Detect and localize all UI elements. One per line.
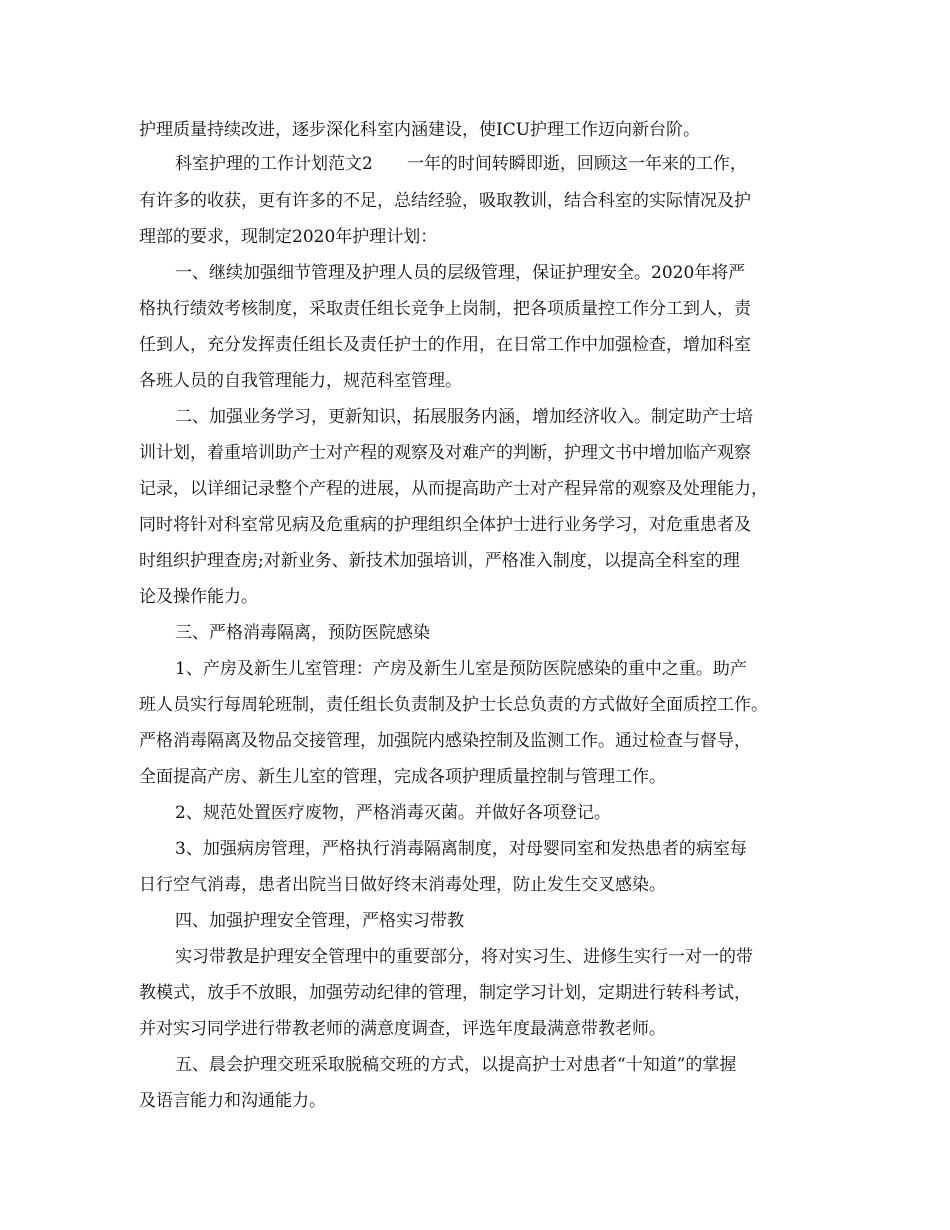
text-line: 并对实习同学进行带教老师的满意度调查，评选年度最满意带教老师。	[139, 1019, 666, 1039]
text-line: 1、产房及新生儿室管理：产房及新生儿室是预防医院感染的重中之重。助产	[175, 659, 747, 679]
text-line: 各班人员的自我管理能力，规范科室管理。	[139, 371, 462, 391]
text-line: 论及操作能力。	[139, 587, 258, 607]
text-line: 格执行绩效考核制度，采取责任组长竞争上岗制，把各项质量控工作分工到人，责	[139, 299, 751, 319]
text-line: 班人员实行每周轮班制，责任组长负责制及护士长总负责的方式做好全面质控工作。	[139, 695, 768, 715]
text-line: 二、加强业务学习，更新知识，拓展服务内涵，增加经济收入。制定助产士培	[175, 407, 753, 427]
text-line: 严格消毒隔离及物品交接管理，加强院内感染控制及监测工作。通过检查与督导，	[139, 731, 751, 751]
text-line: 训计划，着重培训助产士对产程的观察及对难产的判断，护理文书中增加临产观察	[139, 443, 751, 463]
text-line: 护理质量持续改进，逐步深化科室内涵建设，使ICU护理工作迈向新台阶。	[139, 120, 701, 140]
text-line: 科室护理的工作计划范文2 一年的时间转瞬即逝，回顾这一年来的工作，	[175, 154, 747, 174]
text-line: 2、规范处置医疗废物，严格消毒灭菌。并做好各项登记。	[175, 803, 611, 823]
text-line: 同时将针对科室常见病及危重病的护理组织全体护士进行业务学习，对危重患者及	[139, 515, 751, 535]
text-line: 记录，以详细记录整个产程的进展，从而提高助产士对产程异常的观察及处理能力，	[139, 479, 768, 499]
text-line: 时组织护理查房;对新业务、新技术加强培训，严格准入制度，以提高全科室的理	[139, 551, 740, 571]
text-line: 四、加强护理安全管理，严格实习带教	[175, 911, 464, 931]
text-line: 任到人，充分发挥责任组长及责任护士的作用，在日常工作中加强检查，增加科室	[139, 335, 751, 355]
text-line: 日行空气消毒，患者出院当日做好终末消毒处理，防止发生交叉感染。	[139, 875, 666, 895]
text-line: 三、严格消毒隔离，预防医院感染	[175, 623, 430, 643]
text-line: 理部的要求，现制定2020年护理计划：	[139, 227, 438, 247]
text-line: 一、继续加强细节管理及护理人员的层级管理，保证护理安全。2020年将严	[175, 263, 746, 283]
text-line: 五、晨会护理交班采取脱稿交班的方式，以提高护士对患者“十知道”的掌握	[175, 1055, 737, 1075]
text-line: 有许多的收获，更有许多的不足，总结经验，吸取教训，结合科室的实际情况及护	[139, 191, 751, 211]
text-line: 全面提高产房、新生儿室的管理，完成各项护理质量控制与管理工作。	[139, 767, 666, 787]
text-line: 实习带教是护理安全管理中的重要部分，将对实习生、进修生实行一对一的带	[175, 947, 753, 967]
text-line: 教模式，放手不放眼，加强劳动纪律的管理，制定学习计划，定期进行转科考试，	[139, 983, 751, 1003]
text-line: 及语言能力和沟通能力。	[139, 1091, 326, 1111]
text-line: 3、加强病房管理，严格执行消毒隔离制度，对母婴同室和发热患者的病室每	[175, 839, 747, 859]
